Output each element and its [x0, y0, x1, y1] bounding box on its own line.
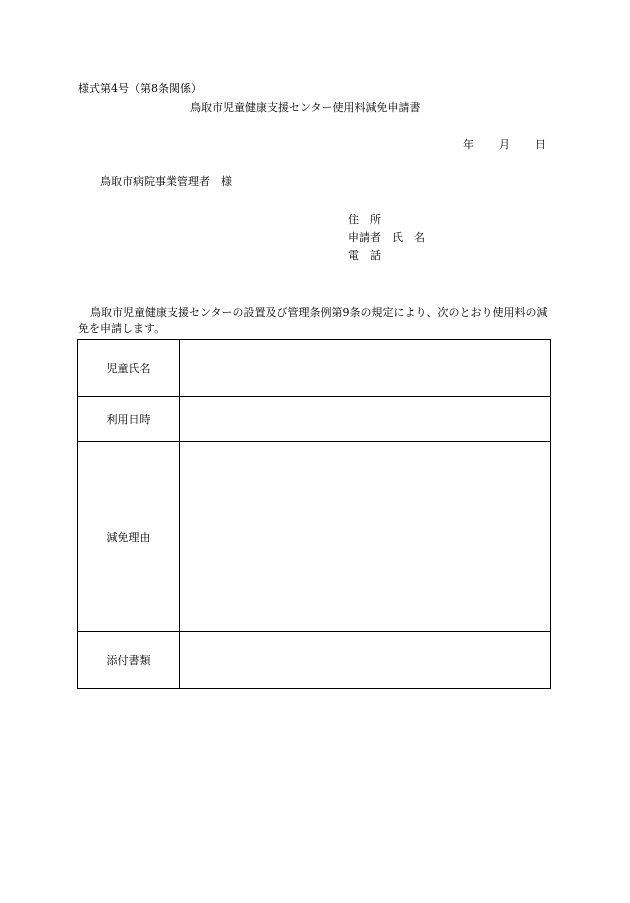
usage-datetime-label: 利用日時: [78, 397, 180, 442]
reduction-reason-field[interactable]: [180, 442, 551, 632]
body-paragraph: [78, 305, 552, 337]
applicant-block: [348, 211, 425, 265]
table-row: [78, 442, 551, 632]
address-label: 住 所: [348, 213, 381, 226]
attachments-field[interactable]: [180, 632, 551, 689]
applicant-name-label: 申請者 氏 名: [348, 231, 425, 244]
usage-datetime-field[interactable]: [180, 397, 551, 442]
child-name-label: 児童氏名: [78, 340, 180, 397]
table-row: [78, 397, 551, 442]
body-text: 鳥取市児童健康支援センターの設置及び管理条例第9条の規定により、次のとおり使用料の減免を申請します。: [78, 306, 548, 335]
date-day-label: 日: [535, 138, 546, 151]
date-line: [463, 138, 546, 152]
form-number: 様式第4号（第8条関係）: [78, 82, 202, 95]
date-month-label: 月: [499, 138, 510, 151]
phone-label: 電 話: [348, 249, 381, 262]
child-name-field[interactable]: [180, 340, 551, 397]
addressee: 鳥取市病院事業管理者 様: [100, 175, 232, 188]
table-row: [78, 340, 551, 397]
date-year-label: 年: [463, 138, 474, 151]
table-row: [78, 632, 551, 689]
attachments-label: 添付書類: [78, 632, 180, 689]
document-title: 鳥取市児童健康支援センター使用料減免申請書: [190, 101, 421, 114]
reduction-reason-label: 減免理由: [78, 442, 180, 632]
application-table: [77, 339, 551, 689]
